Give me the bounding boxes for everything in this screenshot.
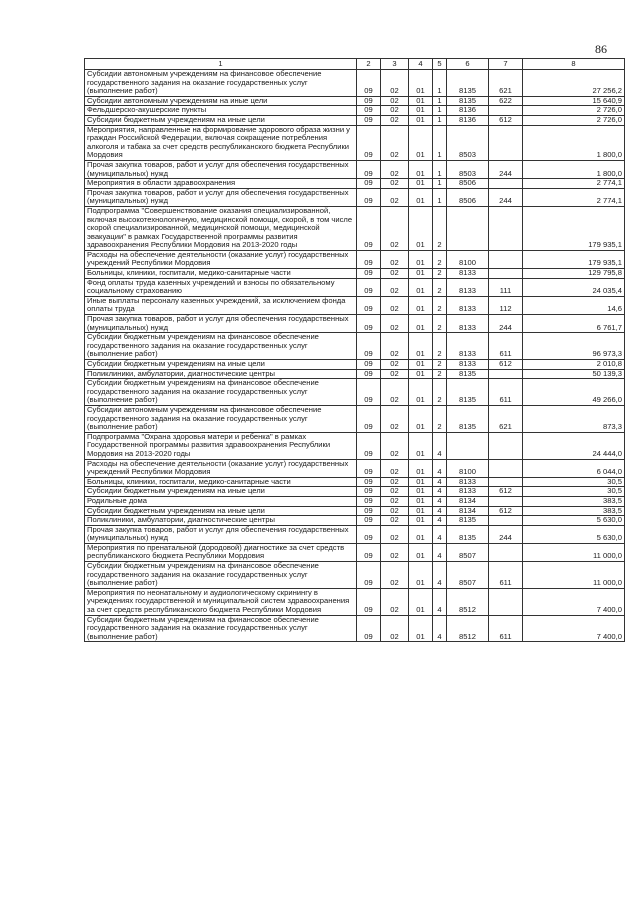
table-row xyxy=(85,379,625,406)
subsection-code-cell: 02 xyxy=(381,250,409,268)
target-code-cell: 8506 xyxy=(447,188,489,206)
section-code-cell: 09 xyxy=(357,125,381,160)
amount-cell: 30,5 xyxy=(523,487,625,497)
column-header: 4 xyxy=(409,59,433,70)
subsection-code-cell: 02 xyxy=(381,459,409,477)
amount-cell: 179 935,1 xyxy=(523,206,625,250)
amount-cell: 11 000,0 xyxy=(523,543,625,561)
subsection-code-cell: 02 xyxy=(381,615,409,642)
section-code-cell: 09 xyxy=(357,160,381,178)
amount-cell: 1 800,0 xyxy=(523,160,625,178)
item-name-cell: Мероприятия по пренатальной (дородовой) диагностике за счет средств республиканского бюджета Республики Мордовия xyxy=(85,543,357,561)
amount-cell: 2 726,0 xyxy=(523,106,625,116)
amount-cell: 15 640,9 xyxy=(523,96,625,106)
program-code-cell: 01 xyxy=(409,432,433,459)
program-code-cell: 01 xyxy=(409,333,433,360)
program-code-cell: 01 xyxy=(409,115,433,125)
item-name-cell: Поликлиники, амбулатории, диагностические центры xyxy=(85,369,357,379)
expense-type-code-cell: 244 xyxy=(489,160,523,178)
subsection-code-cell: 02 xyxy=(381,315,409,333)
program-code-cell: 01 xyxy=(409,179,433,189)
section-code-cell: 09 xyxy=(357,432,381,459)
section-code-cell: 09 xyxy=(357,543,381,561)
program-code-cell: 01 xyxy=(409,459,433,477)
expense-type-code-cell: 111 xyxy=(489,278,523,296)
item-name-cell: Субсидии автономным учреждениям на финансовое обеспечение государственного задания на оказание государственных услуг (выполнение работ) xyxy=(85,405,357,432)
target-code-cell: 8100 xyxy=(447,459,489,477)
program-code-cell: 01 xyxy=(409,369,433,379)
program-code-cell: 01 xyxy=(409,125,433,160)
amount-cell: 50 139,3 xyxy=(523,369,625,379)
subsection-code-cell: 02 xyxy=(381,269,409,279)
section-code-cell: 09 xyxy=(357,206,381,250)
amount-cell: 2 010,8 xyxy=(523,360,625,370)
table-row xyxy=(85,333,625,360)
amount-cell: 14,6 xyxy=(523,296,625,314)
target-code-cell: 8133 xyxy=(447,278,489,296)
table-row xyxy=(85,459,625,477)
section-code-cell: 09 xyxy=(357,506,381,516)
subsection-code-cell: 02 xyxy=(381,333,409,360)
program-code-cell: 01 xyxy=(409,106,433,116)
program-code-cell: 01 xyxy=(409,487,433,497)
table-row xyxy=(85,588,625,615)
subprogram-code-cell: 1 xyxy=(433,106,447,116)
table-row xyxy=(85,487,625,497)
program-code-cell: 01 xyxy=(409,360,433,370)
subsection-code-cell: 02 xyxy=(381,206,409,250)
amount-cell: 5 630,0 xyxy=(523,525,625,543)
item-name-cell: Фонд оплаты труда казенных учреждений и взносы по обязательному социальному страхованию xyxy=(85,278,357,296)
amount-cell: 1 800,0 xyxy=(523,125,625,160)
program-code-cell: 01 xyxy=(409,543,433,561)
table-row xyxy=(85,106,625,116)
target-code-cell: 8133 xyxy=(447,487,489,497)
table-header-row xyxy=(85,59,625,70)
subprogram-code-cell: 4 xyxy=(433,487,447,497)
table-row xyxy=(85,96,625,106)
subprogram-code-cell: 4 xyxy=(433,432,447,459)
program-code-cell: 01 xyxy=(409,70,433,97)
section-code-cell: 09 xyxy=(357,379,381,406)
target-code-cell: 8133 xyxy=(447,360,489,370)
expense-type-code-cell: 611 xyxy=(489,379,523,406)
program-code-cell: 01 xyxy=(409,296,433,314)
target-code-cell: 8136 xyxy=(447,106,489,116)
column-header: 7 xyxy=(489,59,523,70)
expense-type-code-cell xyxy=(489,477,523,487)
subsection-code-cell: 02 xyxy=(381,432,409,459)
amount-cell: 27 256,2 xyxy=(523,70,625,97)
table-row xyxy=(85,369,625,379)
section-code-cell: 09 xyxy=(357,487,381,497)
section-code-cell: 09 xyxy=(357,96,381,106)
section-code-cell: 09 xyxy=(357,516,381,526)
item-name-cell: Субсидии автономным учреждениям на иные цели xyxy=(85,96,357,106)
subprogram-code-cell: 4 xyxy=(433,459,447,477)
target-code-cell: 8135 xyxy=(447,70,489,97)
subsection-code-cell: 02 xyxy=(381,496,409,506)
column-header: 8 xyxy=(523,59,625,70)
amount-cell: 24 035,4 xyxy=(523,278,625,296)
section-code-cell: 09 xyxy=(357,333,381,360)
subsection-code-cell: 02 xyxy=(381,125,409,160)
expense-type-code-cell xyxy=(489,432,523,459)
section-code-cell: 09 xyxy=(357,269,381,279)
table-row xyxy=(85,70,625,97)
expense-type-code-cell: 612 xyxy=(489,506,523,516)
subprogram-code-cell: 2 xyxy=(433,278,447,296)
target-code-cell: 8506 xyxy=(447,179,489,189)
subsection-code-cell: 02 xyxy=(381,96,409,106)
expense-type-code-cell xyxy=(489,206,523,250)
amount-cell: 24 444,0 xyxy=(523,432,625,459)
subprogram-code-cell: 2 xyxy=(433,360,447,370)
subprogram-code-cell: 4 xyxy=(433,525,447,543)
program-code-cell: 01 xyxy=(409,315,433,333)
section-code-cell: 09 xyxy=(357,459,381,477)
subprogram-code-cell: 2 xyxy=(433,379,447,406)
item-name-cell: Субсидии бюджетным учреждениям на иные цели xyxy=(85,115,357,125)
amount-cell: 49 266,0 xyxy=(523,379,625,406)
expense-type-code-cell xyxy=(489,588,523,615)
table-row xyxy=(85,269,625,279)
subprogram-code-cell: 1 xyxy=(433,70,447,97)
table-row xyxy=(85,179,625,189)
item-name-cell: Расходы на обеспечение деятельности (оказание услуг) государственных учреждений Республики Мордовия xyxy=(85,459,357,477)
section-code-cell: 09 xyxy=(357,278,381,296)
section-code-cell: 09 xyxy=(357,250,381,268)
expense-type-code-cell: 621 xyxy=(489,405,523,432)
target-code-cell: 8133 xyxy=(447,315,489,333)
subprogram-code-cell: 2 xyxy=(433,405,447,432)
column-header: 3 xyxy=(381,59,409,70)
amount-cell: 383,5 xyxy=(523,506,625,516)
budget-table xyxy=(84,58,625,642)
table-row xyxy=(85,405,625,432)
amount-cell: 7 400,0 xyxy=(523,615,625,642)
subprogram-code-cell: 2 xyxy=(433,269,447,279)
section-code-cell: 09 xyxy=(357,188,381,206)
amount-cell: 7 400,0 xyxy=(523,588,625,615)
item-name-cell: Больницы, клиники, госпитали, медико-санитарные части xyxy=(85,477,357,487)
target-code-cell: 8134 xyxy=(447,496,489,506)
expense-type-code-cell: 244 xyxy=(489,525,523,543)
item-name-cell: Субсидии бюджетным учреждениям на финансовое обеспечение государственного задания на оказание государственных услуг (выполнение работ) xyxy=(85,615,357,642)
table-row xyxy=(85,125,625,160)
amount-cell: 2 774,1 xyxy=(523,188,625,206)
program-code-cell: 01 xyxy=(409,562,433,589)
amount-cell: 96 973,3 xyxy=(523,333,625,360)
table-row xyxy=(85,477,625,487)
program-code-cell: 01 xyxy=(409,206,433,250)
target-code-cell: 8133 xyxy=(447,269,489,279)
program-code-cell: 01 xyxy=(409,250,433,268)
amount-cell: 383,5 xyxy=(523,496,625,506)
target-code-cell: 8133 xyxy=(447,333,489,360)
subsection-code-cell: 02 xyxy=(381,369,409,379)
item-name-cell: Родильные дома xyxy=(85,496,357,506)
subprogram-code-cell: 4 xyxy=(433,543,447,561)
expense-type-code-cell: 611 xyxy=(489,562,523,589)
target-code-cell: 8136 xyxy=(447,115,489,125)
column-header: 6 xyxy=(447,59,489,70)
subsection-code-cell: 02 xyxy=(381,516,409,526)
program-code-cell: 01 xyxy=(409,278,433,296)
expense-type-code-cell xyxy=(489,179,523,189)
program-code-cell: 01 xyxy=(409,525,433,543)
expense-type-code-cell xyxy=(489,125,523,160)
target-code-cell: 8512 xyxy=(447,615,489,642)
subprogram-code-cell: 2 xyxy=(433,206,447,250)
amount-cell: 11 000,0 xyxy=(523,562,625,589)
amount-cell: 873,3 xyxy=(523,405,625,432)
section-code-cell: 09 xyxy=(357,115,381,125)
subprogram-code-cell: 2 xyxy=(433,369,447,379)
table-row xyxy=(85,206,625,250)
section-code-cell: 09 xyxy=(357,179,381,189)
program-code-cell: 01 xyxy=(409,188,433,206)
subprogram-code-cell: 4 xyxy=(433,615,447,642)
amount-cell: 129 795,8 xyxy=(523,269,625,279)
item-name-cell: Субсидии бюджетным учреждениям на финансовое обеспечение государственного задания на оказание государственных услуг (выполнение работ) xyxy=(85,562,357,589)
subprogram-code-cell: 1 xyxy=(433,115,447,125)
program-code-cell: 01 xyxy=(409,269,433,279)
target-code-cell xyxy=(447,432,489,459)
subprogram-code-cell: 4 xyxy=(433,496,447,506)
section-code-cell: 09 xyxy=(357,588,381,615)
subsection-code-cell: 02 xyxy=(381,506,409,516)
program-code-cell: 01 xyxy=(409,160,433,178)
table-row xyxy=(85,296,625,314)
section-code-cell: 09 xyxy=(357,315,381,333)
expense-type-code-cell: 112 xyxy=(489,296,523,314)
table-row xyxy=(85,432,625,459)
expense-type-code-cell: 611 xyxy=(489,615,523,642)
subprogram-code-cell: 1 xyxy=(433,96,447,106)
item-name-cell: Мероприятия по неонатальному и аудиологическому скринингу в учреждениях государственной и муниципальной систем здравоохранения за счет средств республиканского бюджета Республики Мордовия xyxy=(85,588,357,615)
item-name-cell: Мероприятия в области здравоохранения xyxy=(85,179,357,189)
expense-type-code-cell: 621 xyxy=(489,70,523,97)
section-code-cell: 09 xyxy=(357,360,381,370)
item-name-cell: Прочая закупка товаров, работ и услуг для обеспечения государственных (муниципальных) нужд xyxy=(85,525,357,543)
item-name-cell: Субсидии бюджетным учреждениям на иные цели xyxy=(85,360,357,370)
program-code-cell: 01 xyxy=(409,496,433,506)
table-row xyxy=(85,115,625,125)
item-name-cell: Прочая закупка товаров, работ и услуг для обеспечения государственных (муниципальных) нужд xyxy=(85,160,357,178)
amount-cell: 6 044,0 xyxy=(523,459,625,477)
amount-cell: 5 630,0 xyxy=(523,516,625,526)
item-name-cell: Субсидии бюджетным учреждениям на финансовое обеспечение государственного задания на оказание государственных услуг (выполнение работ) xyxy=(85,379,357,406)
amount-cell: 30,5 xyxy=(523,477,625,487)
table-row xyxy=(85,496,625,506)
item-name-cell: Субсидии бюджетным учреждениям на финансовое обеспечение государственного задания на оказание государственных услуг (выполнение работ) xyxy=(85,333,357,360)
expense-type-code-cell: 622 xyxy=(489,96,523,106)
subsection-code-cell: 02 xyxy=(381,562,409,589)
program-code-cell: 01 xyxy=(409,516,433,526)
expense-type-code-cell: 612 xyxy=(489,487,523,497)
amount-cell: 2 726,0 xyxy=(523,115,625,125)
subprogram-code-cell: 4 xyxy=(433,562,447,589)
program-code-cell: 01 xyxy=(409,379,433,406)
table-row xyxy=(85,516,625,526)
subprogram-code-cell: 1 xyxy=(433,179,447,189)
section-code-cell: 09 xyxy=(357,296,381,314)
table-row xyxy=(85,278,625,296)
subsection-code-cell: 02 xyxy=(381,360,409,370)
section-code-cell: 09 xyxy=(357,562,381,589)
subsection-code-cell: 02 xyxy=(381,160,409,178)
target-code-cell: 8133 xyxy=(447,296,489,314)
table-row xyxy=(85,543,625,561)
program-code-cell: 01 xyxy=(409,477,433,487)
subprogram-code-cell: 2 xyxy=(433,250,447,268)
section-code-cell: 09 xyxy=(357,106,381,116)
table-row xyxy=(85,160,625,178)
expense-type-code-cell xyxy=(489,369,523,379)
item-name-cell: Фельдшерско-акушерские пункты xyxy=(85,106,357,116)
section-code-cell: 09 xyxy=(357,405,381,432)
target-code-cell: 8135 xyxy=(447,525,489,543)
subsection-code-cell: 02 xyxy=(381,477,409,487)
column-header: 1 xyxy=(85,59,357,70)
section-code-cell: 09 xyxy=(357,496,381,506)
item-name-cell: Больницы, клиники, госпитали, медико-санитарные части xyxy=(85,269,357,279)
target-code-cell: 8134 xyxy=(447,506,489,516)
section-code-cell: 09 xyxy=(357,369,381,379)
target-code-cell: 8133 xyxy=(447,477,489,487)
target-code-cell: 8503 xyxy=(447,125,489,160)
subprogram-code-cell: 2 xyxy=(433,333,447,360)
expense-type-code-cell xyxy=(489,269,523,279)
subprogram-code-cell: 1 xyxy=(433,125,447,160)
target-code-cell xyxy=(447,206,489,250)
subsection-code-cell: 02 xyxy=(381,278,409,296)
subprogram-code-cell: 2 xyxy=(433,315,447,333)
section-code-cell: 09 xyxy=(357,525,381,543)
table-body xyxy=(85,70,625,642)
subsection-code-cell: 02 xyxy=(381,487,409,497)
subprogram-code-cell: 1 xyxy=(433,188,447,206)
item-name-cell: Расходы на обеспечение деятельности (оказание услуг) государственных учреждений Республики Мордовия xyxy=(85,250,357,268)
table-row xyxy=(85,250,625,268)
target-code-cell: 8135 xyxy=(447,379,489,406)
expense-type-code-cell: 612 xyxy=(489,115,523,125)
target-code-cell: 8135 xyxy=(447,405,489,432)
page-number: 86 xyxy=(595,42,607,56)
item-name-cell: Субсидии бюджетным учреждениям на иные цели xyxy=(85,506,357,516)
program-code-cell: 01 xyxy=(409,506,433,516)
column-header: 2 xyxy=(357,59,381,70)
table-row xyxy=(85,615,625,642)
target-code-cell: 8135 xyxy=(447,369,489,379)
program-code-cell: 01 xyxy=(409,405,433,432)
item-name-cell: Прочая закупка товаров, работ и услуг для обеспечения государственных (муниципальных) нужд xyxy=(85,315,357,333)
program-code-cell: 01 xyxy=(409,588,433,615)
item-name-cell: Субсидии бюджетным учреждениям на иные цели xyxy=(85,487,357,497)
target-code-cell: 8507 xyxy=(447,562,489,589)
table-row xyxy=(85,315,625,333)
target-code-cell: 8503 xyxy=(447,160,489,178)
table-row xyxy=(85,506,625,516)
subsection-code-cell: 02 xyxy=(381,115,409,125)
item-name-cell: Подпрограмма "Совершенствование оказания специализированной, включая высокотехнологичную, медицинской помощи, скорой, в том числе скорой специализированной, медицинской помощи, медицинской эвакуации" в рамках Государственной программы развития здравоохранения Республики Мордовия на 2013-2020 годы xyxy=(85,206,357,250)
program-code-cell: 01 xyxy=(409,615,433,642)
expense-type-code-cell: 244 xyxy=(489,315,523,333)
item-name-cell: Мероприятия, направленные на формирование здорового образа жизни у граждан Российской Федерации, включая сокращение потребления алкоголя и табака за счет средств республиканского бюджета Республики Мордовия xyxy=(85,125,357,160)
subprogram-code-cell: 4 xyxy=(433,588,447,615)
item-name-cell: Подпрограмма "Охрана здоровья матери и ребенка" в рамках Государственной программы развития здравоохранения Республики Мордовия на 2013-2020 годы xyxy=(85,432,357,459)
item-name-cell: Субсидии автономным учреждениям на финансовое обеспечение государственного задания на оказание государственных услуг (выполнение работ) xyxy=(85,70,357,97)
subsection-code-cell: 02 xyxy=(381,379,409,406)
subsection-code-cell: 02 xyxy=(381,525,409,543)
section-code-cell: 09 xyxy=(357,70,381,97)
subsection-code-cell: 02 xyxy=(381,296,409,314)
table-row xyxy=(85,562,625,589)
subprogram-code-cell: 4 xyxy=(433,506,447,516)
target-code-cell: 8512 xyxy=(447,588,489,615)
expense-type-code-cell xyxy=(489,516,523,526)
amount-cell: 6 761,7 xyxy=(523,315,625,333)
expense-type-code-cell: 611 xyxy=(489,333,523,360)
table-row xyxy=(85,525,625,543)
target-code-cell: 8135 xyxy=(447,96,489,106)
item-name-cell: Поликлиники, амбулатории, диагностические центры xyxy=(85,516,357,526)
expense-type-code-cell: 612 xyxy=(489,360,523,370)
subsection-code-cell: 02 xyxy=(381,70,409,97)
subsection-code-cell: 02 xyxy=(381,188,409,206)
expense-type-code-cell xyxy=(489,496,523,506)
amount-cell: 179 935,1 xyxy=(523,250,625,268)
target-code-cell: 8507 xyxy=(447,543,489,561)
section-code-cell: 09 xyxy=(357,477,381,487)
expense-type-code-cell xyxy=(489,106,523,116)
expense-type-code-cell: 244 xyxy=(489,188,523,206)
section-code-cell: 09 xyxy=(357,615,381,642)
expense-type-code-cell xyxy=(489,543,523,561)
subsection-code-cell: 02 xyxy=(381,179,409,189)
expense-type-code-cell xyxy=(489,459,523,477)
subprogram-code-cell: 1 xyxy=(433,160,447,178)
expense-type-code-cell xyxy=(489,250,523,268)
item-name-cell: Прочая закупка товаров, работ и услуг для обеспечения государственных (муниципальных) нужд xyxy=(85,188,357,206)
subsection-code-cell: 02 xyxy=(381,543,409,561)
subprogram-code-cell: 4 xyxy=(433,516,447,526)
column-header: 5 xyxy=(433,59,447,70)
subprogram-code-cell: 4 xyxy=(433,477,447,487)
table-row xyxy=(85,188,625,206)
subsection-code-cell: 02 xyxy=(381,588,409,615)
target-code-cell: 8135 xyxy=(447,516,489,526)
item-name-cell: Иные выплаты персоналу казенных учреждений, за исключением фонда оплаты труда xyxy=(85,296,357,314)
target-code-cell: 8100 xyxy=(447,250,489,268)
subsection-code-cell: 02 xyxy=(381,405,409,432)
subprogram-code-cell: 2 xyxy=(433,296,447,314)
amount-cell: 2 774,1 xyxy=(523,179,625,189)
table-row xyxy=(85,360,625,370)
subsection-code-cell: 02 xyxy=(381,106,409,116)
program-code-cell: 01 xyxy=(409,96,433,106)
